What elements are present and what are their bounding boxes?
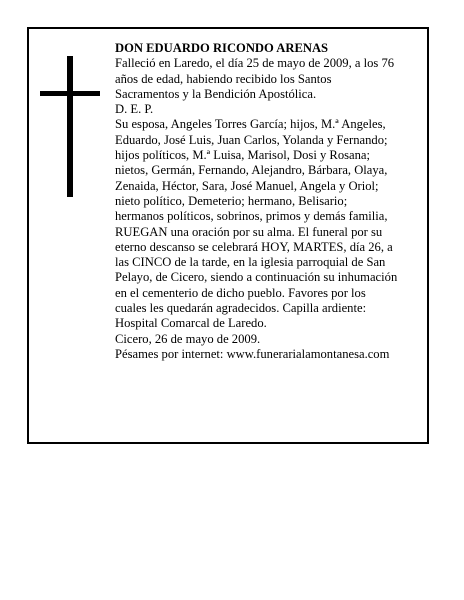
notice-line: nietos, Germán, Fernando, Alejandro, Bárbara, Olaya, — [115, 163, 388, 178]
notice-line: Falleció en Laredo, el día 25 de mayo de 2009, a los 76 — [115, 56, 395, 71]
notice-line: Sacramentos y la Bendición Apostólica. — [115, 86, 317, 101]
notice-line: Eduardo, José Luis, Juan Carlos, Yolanda y Fernando; — [115, 132, 388, 147]
rip-line: D. E. P. — [115, 102, 154, 117]
notice-line: RUEGAN una oración por su alma. El funeral por su — [115, 224, 383, 239]
notice-line: años de edad, habiendo recibido los Santos — [115, 71, 332, 86]
notice-line: Su esposa, Angeles Torres García; hijos, M.ª Angeles, — [115, 117, 386, 132]
obituary-notice — [27, 27, 429, 444]
deceased-name: DON EDUARDO RICONDO ARENAS — [115, 41, 329, 55]
date-line: Cicero, 26 de mayo de 2009. — [115, 331, 261, 346]
cross-icon — [67, 56, 73, 197]
notice-line: Hospital Comarcal de Laredo. — [115, 316, 267, 331]
cross-icon-crossbar — [40, 91, 100, 96]
notice-line: cuales les quedarán agradecidos. Capilla ardiente: — [115, 301, 367, 316]
notice-line: en el cementerio de dicho pueblo. Favores por los — [115, 285, 366, 300]
notice-line: las CINCO de la tarde, en la iglesia parroquial de San — [115, 255, 386, 270]
notice-body — [115, 41, 427, 362]
notice-line: hermanos políticos, sobrinos, primos y demás familia, — [115, 209, 388, 224]
notice-line: hijos políticos, M.ª Luisa, Marisol, Dosi y Rosana; — [115, 148, 370, 163]
notice-line: eterno descanso se celebrará HOY, MARTES, día 26, a — [115, 239, 393, 254]
condolences-line: Pésames por internet: www.funerarialamontanesa.com — [115, 346, 390, 361]
notice-line: Zenaida, Héctor, Sara, José Manuel, Angela y Oriol; — [115, 178, 379, 193]
notice-line: Pelayo, de Cicero, siendo a continuación su inhumación — [115, 270, 398, 285]
notice-line: nieto político, Demeterio; hermano, Belisario; — [115, 193, 348, 208]
